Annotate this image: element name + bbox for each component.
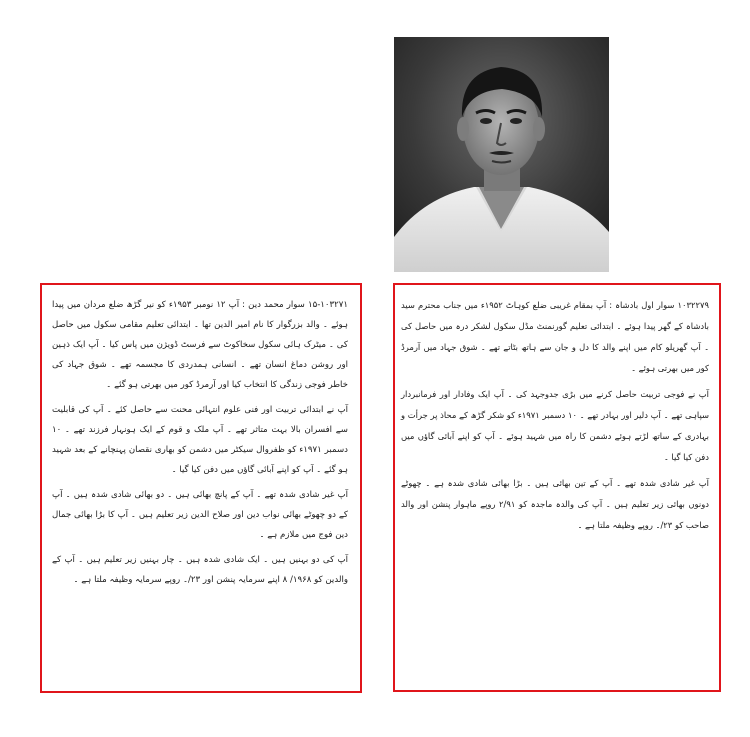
portrait-photo-icon	[394, 37, 609, 272]
right-biography-panel	[393, 283, 721, 692]
left-biography-panel	[40, 283, 362, 693]
right-paragraph-1: ۱۰۳۲۲۷۹ سوار اول بادشاہ : آپ بمقام غریبی ضلع کوہاٹ ۱۹۵۲ء میں جناب محترم سید بادشاہ کے گھر پیدا ہوئے ۔ ابتدائی تعلیم گورنمنٹ مڈل سکول لشکر درہ میں حاصل کی ۔ آپ گھریلو کام میں اپنے والد کا دل و جان سے ہاتھ بٹاتے تھے ۔ شوق جہاد میں آرمرڈ کور میں بھرتی ہوئے ۔	[401, 300, 709, 373]
right-paragraph-2: آپ نے فوجی تربیت حاصل کرنے میں بڑی جدوجہد کی ۔ آپ ایک وفادار اور فرمانبردار سپاہی تھے ۔ آپ دلیر اور بہادر تھے ۔ ۱۰ دسمبر ۱۹۷۱ء کو شکر گڑھ کے محاذ پر جرأت و بہادری کے ساتھ لڑتے ہوئے دشمن کا راہ میں شہید ہوئے ۔ آپ کو اپنے آبائی گاؤں میں دفن کیا گیا ۔	[401, 389, 710, 462]
left-paragraph-3: آپ غیر شادی شدہ تھے ۔ آپ کے پانچ بھائی ہیں ۔ دو بھائی شادی شدہ ہیں ۔ آپ کے دو چھوٹے بھائی نواب دین اور صلاح الدین زیر تعلیم ہیں ۔ آپ کا بڑا بھائی جمال دین فوج میں ملازم ہے ۔	[52, 490, 348, 540]
right-paragraph-3: آپ غیر شادی شدہ تھے ۔ آپ کے تین بھائی ہیں ۔ بڑا بھائی شادی شدہ ہے ۔ چھوٹے دونوں بھائی زیر تعلیم ہیں ۔ آپ کی والدہ ماجدہ کو ۲/۹۱ روپے ماہوار پنشن اور والد صاحب کو ۲۳/۔ روپے وظیفہ ملتا ہے ۔	[401, 478, 709, 530]
left-paragraph-4: آپ کی دو بہنیں ہیں ۔ ایک شادی شدہ ہیں ۔ چار بہنیں زیر تعلیم ہیں ۔ آپ کے والدین کو ۱۹۶۸/ ۸ اپنے سرمایہ پنشن اور ۲۳/۔ روپے سرمایہ وظیفہ ملتا ہے ۔	[52, 555, 348, 585]
portrait-photo	[394, 37, 609, 272]
left-paragraph-2: آپ نے ابتدائی تربیت اور فنی علوم انتہائی محنت سے حاصل کئے ۔ آپ کی قابلیت سے افسران بالا بہت متاثر تھے ۔ آپ ملک و قوم کے ایک ہونہار فرزند تھے ۔ ۱۰ دسمبر ۱۹۷۱ء کو ظفروال سیکٹر میں دشمن کو بھاری نقصان پہنچانے کے بعد شہید ہو گئے ۔ آپ کو اپنے آبائی گاؤں میں دفن کیا گیا ۔	[52, 405, 348, 475]
left-paragraph-1: ۱۵-۱۰۳۲۷۱ سوار محمد دین : آپ ۱۲ نومبر ۱۹۵۳ء کو نیر گڑھ ضلع مردان میں پیدا ہوئے ۔ والد بزرگوار کا نام امیر الدین تھا ۔ ابتدائی تعلیم مقامی سکول میں حاصل کی ۔ میٹرک ہائی سکول سخاکوٹ سے فرسٹ ڈویژن میں پاس کیا ۔ آپ ایک ذہین اور روشن دماغ انسان تھے ۔ انسانی ہمدردی کا مجسمہ تھے ۔ شوق جہاد کی خاطر فوجی زندگی کا انتخاب کیا اور آرمرڈ کور میں بھرتی ہو گئے ۔	[52, 300, 348, 390]
